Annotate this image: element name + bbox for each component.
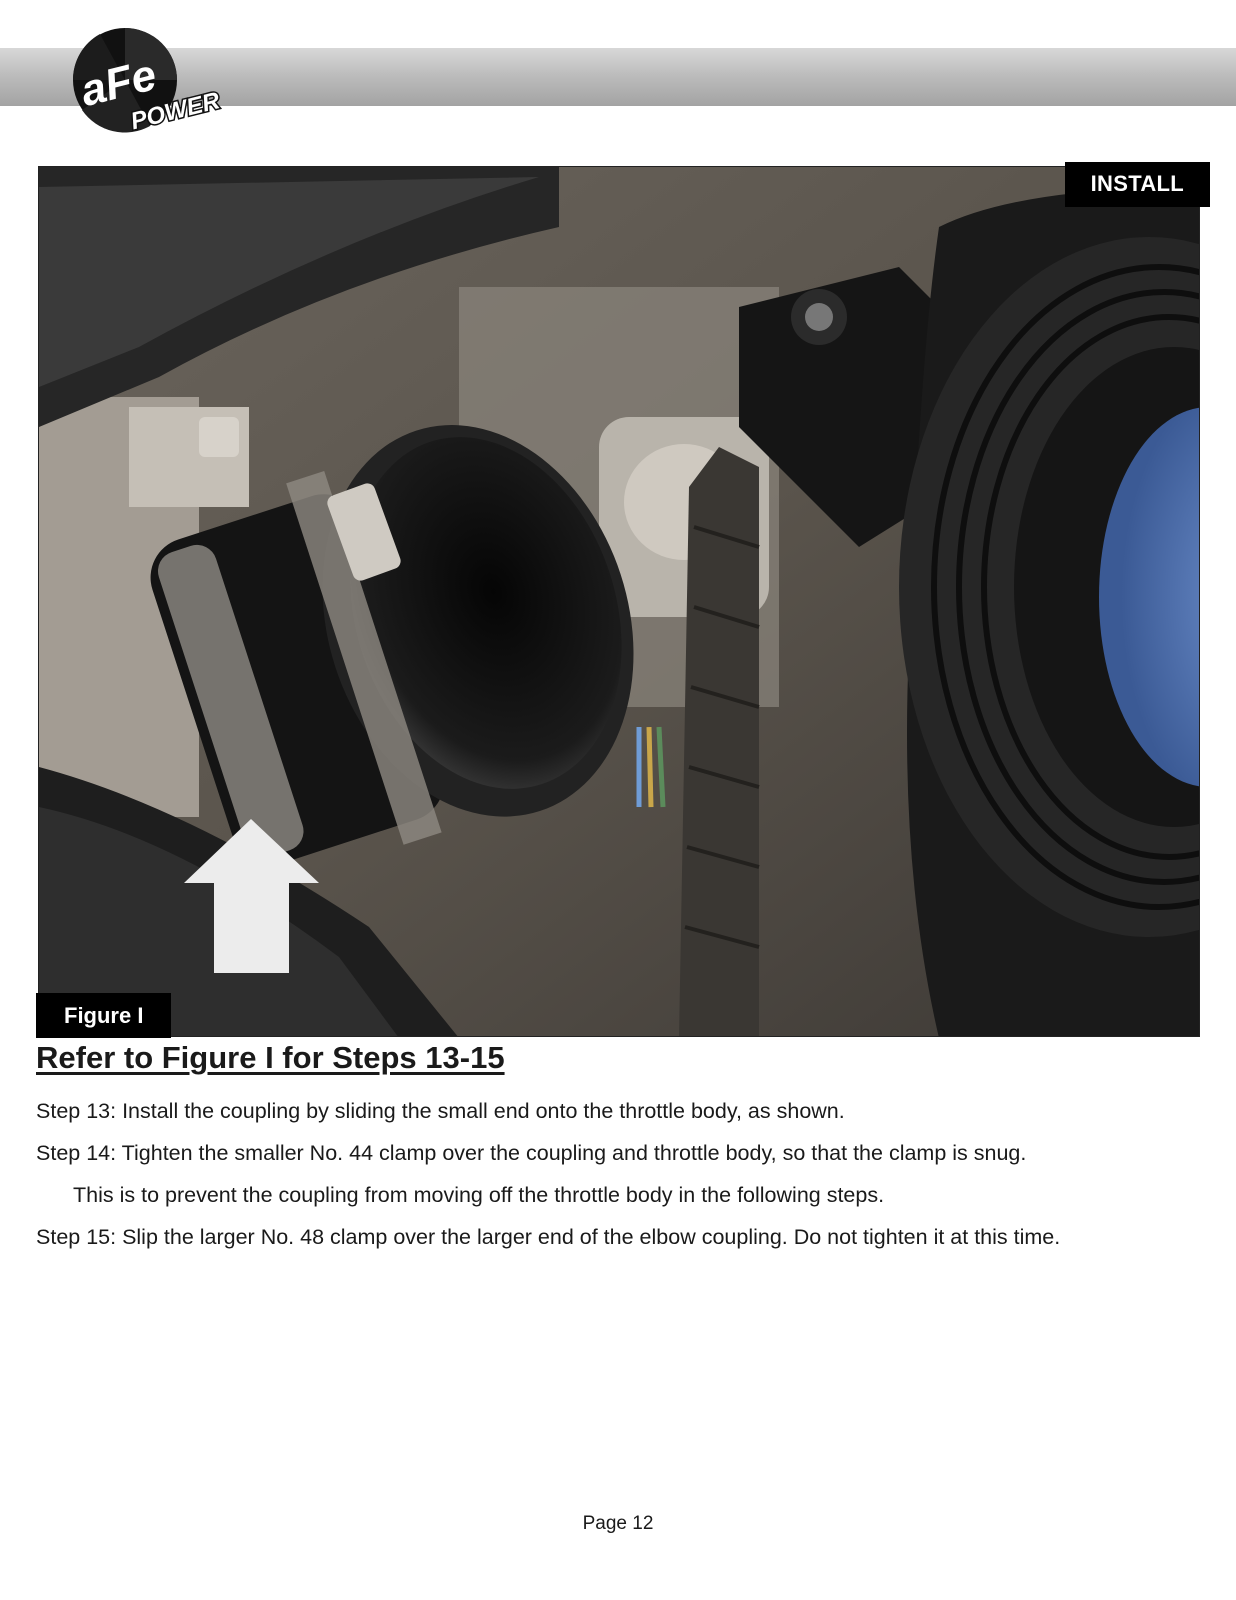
step-15: Step 15: Slip the larger No. 48 clamp over the larger end of the elbow coupling. Do not tighten it at this time. xyxy=(36,1225,1061,1249)
page-number: Page 12 xyxy=(582,1513,654,1534)
svg-text:POWER: POWER xyxy=(128,87,223,136)
afe-power-logo xyxy=(70,24,240,136)
step-13: Step 13: Install the coupling by sliding the small end onto the throttle body, as shown. xyxy=(36,1099,845,1123)
step-list xyxy=(36,1090,1216,1258)
section-title: Refer to Figure I for Steps 13-15 xyxy=(36,1040,505,1075)
engine-photo xyxy=(38,166,1200,1037)
svg-text:aFe: aFe xyxy=(75,50,162,117)
install-tag: INSTALL xyxy=(1065,162,1210,207)
step-14-continued: This is to prevent the coupling from moving off the throttle body in the following steps. xyxy=(73,1183,885,1207)
figure-label: Figure I xyxy=(36,993,171,1038)
step-14: Step 14: Tighten the smaller No. 44 clamp over the coupling and throttle body, so that the clamp is snug. xyxy=(36,1141,1027,1165)
